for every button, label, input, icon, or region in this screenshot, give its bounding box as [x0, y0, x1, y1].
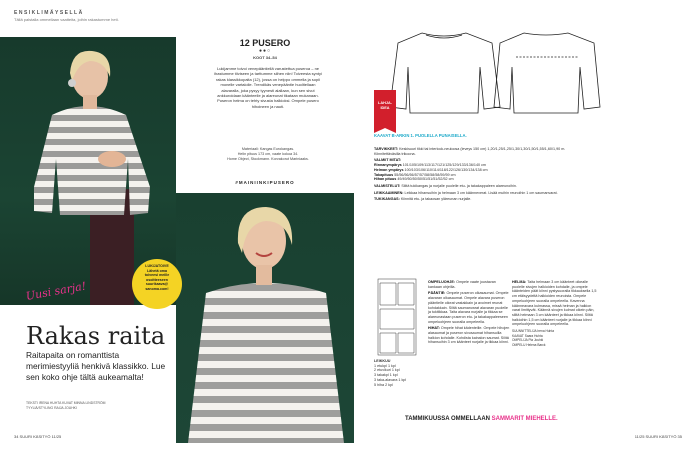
model-illustration-secondary: [176, 193, 354, 443]
badge-line: osoitteeseen: [146, 277, 168, 282]
paragraph-label: TUKIKANGAS:: [374, 197, 400, 202]
paragraph-text: Leikkaa hihansuihin ja helmaan 3 cm käänneverat. Lisää muihin reunoihin 1 cm saumanvarat.: [403, 190, 558, 195]
instruction-paragraph: [428, 291, 510, 324]
instruction-paragraph: [428, 326, 510, 345]
paragraph-label: VALMIIT MITAT:: [374, 158, 402, 163]
cut-list-item: 2 etuvikuri 1 kpl: [374, 368, 400, 373]
paragraph-label: OMPELUOHJE:: [428, 280, 456, 284]
paragraph-label: Rinnanympärys: [374, 163, 402, 168]
paragraph-text: 55/56/56/56/57/57/58/58/58/59/59 cm: [393, 172, 456, 177]
measurement-row: [374, 177, 574, 182]
badge-line: suurikaava@: [145, 282, 169, 287]
article-credits: TEKSTI IRENA HUHTA KUVAT MINNA LINDSTRÖM TYYLIÄ/STYLING RAIJA JOUHKI: [26, 401, 106, 410]
badge-line: Lähetä oma: [147, 268, 167, 273]
supplies-block: [374, 147, 574, 202]
paragraph-label: Helman ympärys: [374, 167, 404, 172]
folio-left: 34 SUURI KÄSITYÖ 11/25: [14, 434, 62, 439]
promo-accent-text: SAMMARIT MIEHELLE.: [491, 416, 558, 422]
paragraph-text: 49/49/50/50/50/51/51/51/52/52 cm: [396, 177, 454, 182]
gift-idea-badge: LAHJA-IDEA: [374, 90, 396, 128]
instruction-paragraph: [374, 197, 574, 202]
new-series-label: Uusi sarja!: [24, 279, 88, 303]
model-photo-secondary: [176, 193, 354, 443]
paragraph-label: Hihan pituus: [374, 177, 397, 182]
cut-list: [374, 359, 418, 387]
badge-line: sanoma.com!: [145, 286, 169, 291]
instruction-paragraph: [374, 147, 574, 156]
folio-right: 11/25 SUURI KÄSITYÖ 35: [634, 434, 682, 439]
technical-drawing: [388, 27, 604, 119]
article-title: Rakas raita: [26, 322, 166, 350]
instructions-column-a: [428, 280, 510, 345]
paragraph-label: PÄÄNTIE:: [428, 291, 446, 296]
cut-list-item: 1 etukpl 1 kpl: [374, 363, 396, 368]
cut-list-title: LEIKKUU: [374, 359, 391, 363]
cutting-layout-diagram: [374, 275, 420, 359]
hashtag: #MAINIINKIPUSERO: [235, 180, 295, 185]
promo-text: TAMMIKUUSSA OMMELLAAN: [405, 416, 490, 422]
paragraph-text: Kiinnitä etu- ja takaosan yläreunan nurjalle.: [399, 197, 472, 202]
materials-text: Materiaali: Kangas Eurokangas. Helin pituus 173 cm, vaate kokoa 34. Home Object, Stockmann. Korvakorut Mariniaaks.: [227, 147, 309, 161]
article-lead: Raitapaita on romanttista merimiestyyliä henkivä klassikko. Lue sen koko ohje tältä aukeamalta!: [26, 350, 166, 382]
difficulty-dots: ●●○: [258, 48, 272, 54]
paragraph-text: Ompele puseron olkasaumat. Ompele alavaran olkasaumat. Ompele alavara puseron pääntielle oikeat vastakkain ja avoimet reunat kohdakkain. Silitä saumanvarat alavaran puolelle ja tukitikkaa. Taita alavara nurjalle ja tikkaa se alareunastaan puseron etu- ja takakappaleeseen ompeluohjeen suoralla ompeleella.: [428, 291, 509, 324]
paragraph-label: VALMISTELUT:: [374, 183, 401, 188]
reader-request-badge: [132, 259, 182, 309]
badge-line: toiveesi meille: [144, 273, 170, 278]
paragraph-text: SUUNNITTELIJA Irena Huhta KAAVAT Saara Huhta OMPELIJA Pia Jouhki OMPELU Helena Barck: [512, 329, 554, 348]
paragraph-text: 100/103/106/110/114/118/122/126/130/134/138 cm: [403, 167, 488, 172]
instruction-paragraph: [428, 280, 510, 289]
cut-list-item: 5 hiha 2 kpl: [374, 382, 393, 387]
running-subhead: Tällä palstalla ommellaan vaatteita, joihin rakastumme heti.: [14, 17, 119, 22]
intro-text: Lukijamme toivoi venepääntiellä varustettua puseroa – ne ihastumme tiiviseen ja tarttumme siihen niin! Toiveesta syntyi rakas klassikkopaita (12), jossa on helppo ommella ja sopii monelle vartalolle. Trendikäs venepääntie huolitellaan alavaralla, joka pysyy tyynesti alallaan, kun sen sivut ankkuroidaan käänteelle ja alareunat tikataan mukanaan. Puseron helma on tehty sivusta halkioksi. Ompele pusero hihoineen ja nauti.: [214, 66, 322, 109]
next-issue-promo: [405, 416, 558, 422]
paragraph-text: Ompele vaate joustavan kankaan ohjeilla.: [428, 280, 496, 289]
badge-line: LUKIJATOIVE: [145, 264, 169, 268]
paragraph-text: Ompele hihat kädenteille. Ompele hihojen alasaumat ja puseron sivusaumat hihansuilla halkion kohdalle. Kohdista kainalon saumat. Silitä hihansuihin 3 cm käänteet nurjalle ja tikkaa kiinni.: [428, 326, 510, 345]
paragraph-label: HIHAT:: [428, 326, 440, 331]
paragraph-label: Takapituus: [374, 172, 394, 177]
instruction-paragraph: [374, 184, 574, 189]
instruction-paragraph: [512, 280, 598, 327]
paragraph-label: TARVIKKEET:: [374, 147, 399, 151]
pattern-number: 12 PUSERO: [239, 38, 291, 48]
size-range: KOOT 34–54: [253, 55, 277, 60]
paragraph-label: LEIKKAAMINEN:: [374, 190, 404, 195]
instruction-paragraph: [374, 191, 574, 196]
running-head: ENSIKLIMÄYSELLÄ: [14, 10, 84, 16]
paragraph-text: Taita helmaan 3 cm käänteet oikealle puolelle sivujen halkioiden kohdalle, ja ompele käänteiden päät kiinni pystysuoralla tikkauksella 1,5 cm etäisyydeltä halkioiden reunoista. Ompele ompeluohjeen suoralla ompeleella. Kavenna käänneavara kulmassa, missä helman ja halkion varat limittyvät. Käännä sivujen kulmat oikein päin, silitä helmaan 3 cm käänteet ja tikkaa kiinni. Silitä halkioihin 1,5 cm käänteet nurjalle ja tikkaa kiinni ompeluohjeen suoralla ompeleella.: [512, 280, 597, 327]
cut-list-item: 3 taka-alavara 1 kpl: [374, 377, 407, 382]
paragraph-text: Silitä tukikangas ja nurjalle puolelle etu- ja takakappaleen alareunoihin.: [400, 183, 518, 188]
cut-list-item: 3 takakpl 1 kpl: [374, 373, 398, 378]
paragraph-label: HELMA:: [512, 280, 527, 284]
pattern-sheet-info: KAAVAT B-ARKIN 1. PUOLELLA PUNAISELLA.: [374, 133, 467, 138]
design-credits: [512, 329, 598, 348]
instructions-column-b: [512, 280, 598, 348]
paragraph-text: Keskisuuri tikki tai interlock-neuloosa (leveys 150 cm) 1,20/1,25/1,25/1,30/1,30/1,50/1,55/1,60/1,90 m. Kiinnitettäväsilla trikoona.: [374, 147, 566, 156]
paragraph-text: 101/105/109/113/117/121/125/129/133/136/140 cm: [401, 163, 487, 168]
